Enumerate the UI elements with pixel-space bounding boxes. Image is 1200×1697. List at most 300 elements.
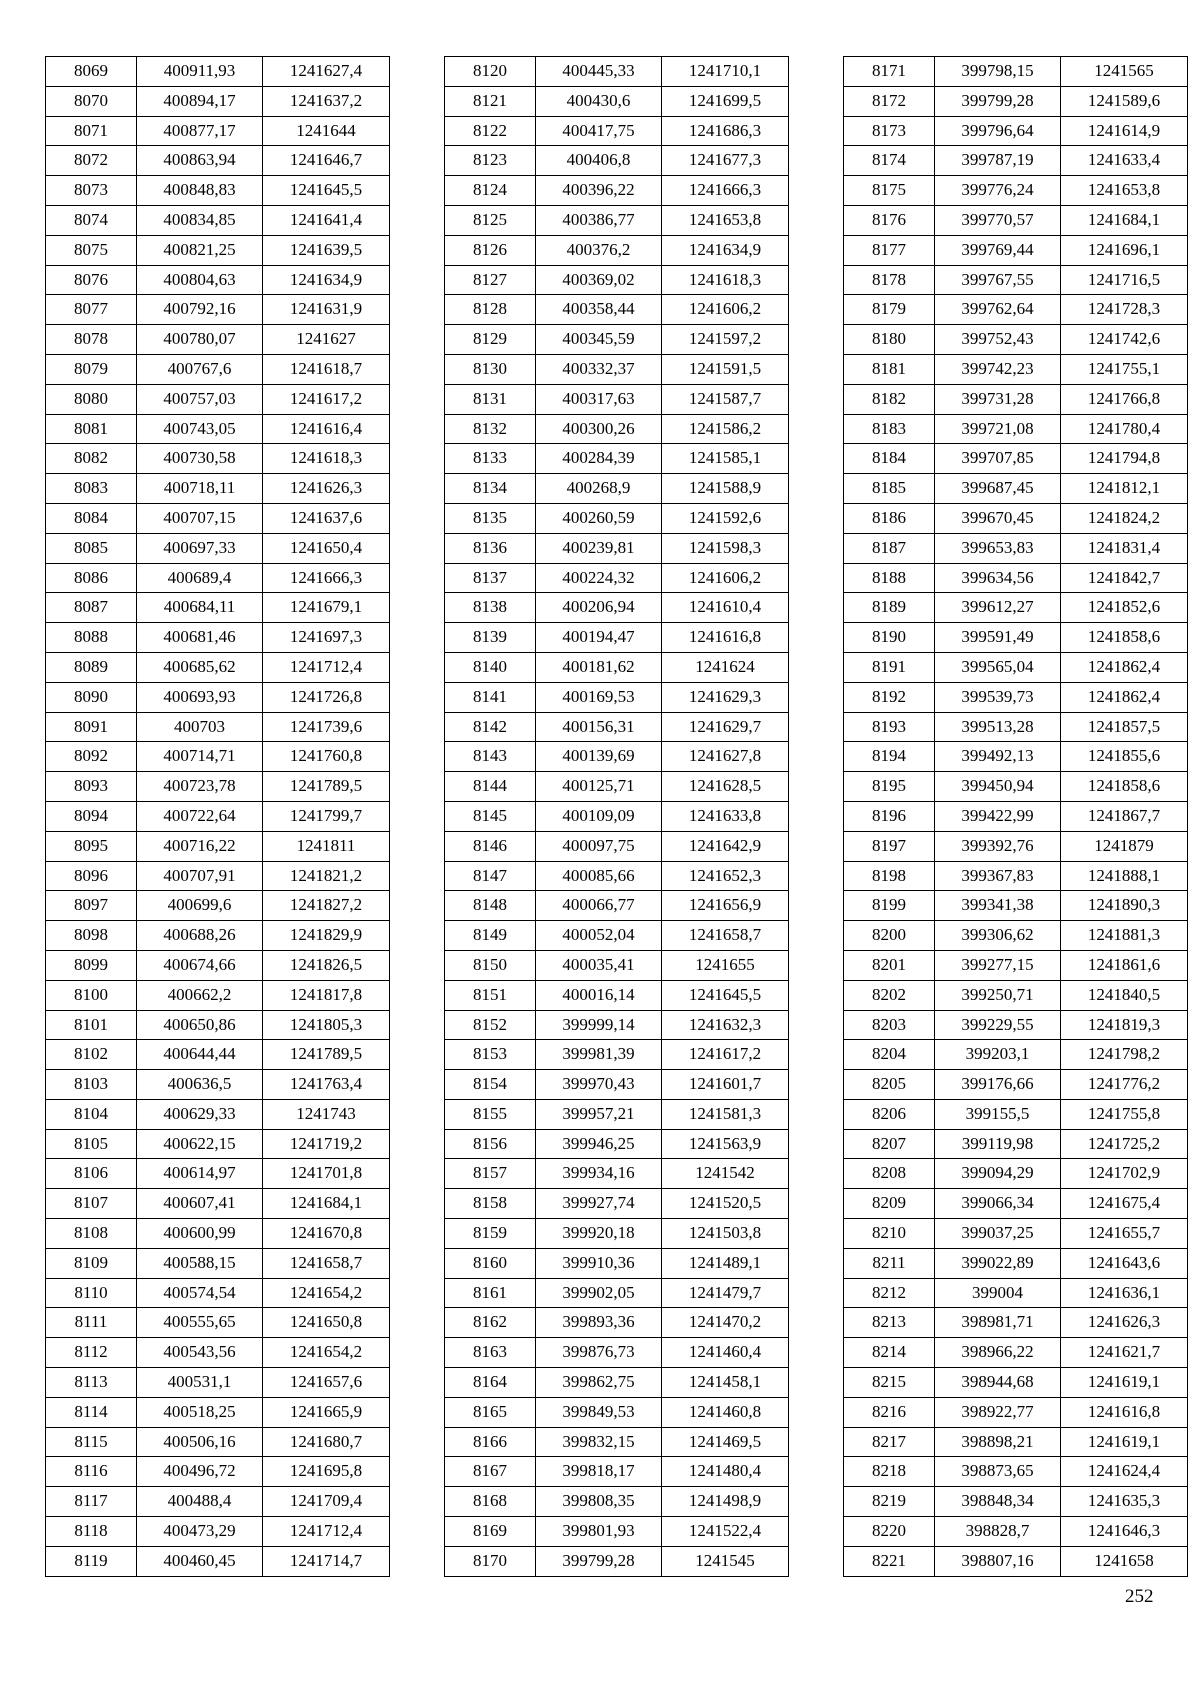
x-coordinate-cell: 399808,35 [536, 1487, 662, 1517]
x-coordinate-cell: 400260,59 [536, 503, 662, 533]
y-coordinate-cell: 1241862,4 [1061, 652, 1188, 682]
point-number-cell: 8217 [844, 1427, 935, 1457]
point-number-cell: 8167 [445, 1457, 536, 1487]
point-number-cell: 8122 [445, 116, 536, 146]
y-coordinate-cell: 1241565 [1061, 57, 1188, 87]
x-coordinate-cell: 398981,71 [935, 1308, 1061, 1338]
point-number-cell: 8150 [445, 950, 536, 980]
point-number-cell: 8180 [844, 325, 935, 355]
y-coordinate-cell: 1241657,6 [263, 1368, 390, 1398]
y-coordinate-cell: 1241626,3 [263, 474, 390, 504]
table-row [46, 831, 390, 861]
table-row [46, 980, 390, 1010]
y-coordinate-cell: 1241684,1 [1061, 205, 1188, 235]
point-number-cell: 8110 [46, 1278, 137, 1308]
y-coordinate-cell: 1241520,5 [662, 1189, 789, 1219]
x-coordinate-cell: 400674,66 [137, 950, 263, 980]
table-row [844, 1397, 1188, 1427]
table-row [445, 146, 789, 176]
point-number-cell: 8072 [46, 146, 137, 176]
y-coordinate-cell: 1241852,6 [1061, 593, 1188, 623]
point-number-cell: 8155 [445, 1099, 536, 1129]
x-coordinate-cell: 400697,33 [137, 533, 263, 563]
x-coordinate-cell: 400109,09 [536, 801, 662, 831]
y-coordinate-cell: 1241589,6 [1061, 86, 1188, 116]
point-number-cell: 8100 [46, 980, 137, 1010]
point-number-cell: 8171 [844, 57, 935, 87]
point-number-cell: 8216 [844, 1397, 935, 1427]
point-number-cell: 8127 [445, 265, 536, 295]
y-coordinate-cell: 1241587,7 [662, 384, 789, 414]
table-row [844, 623, 1188, 653]
point-number-cell: 8081 [46, 414, 137, 444]
x-coordinate-cell: 400284,39 [536, 444, 662, 474]
x-coordinate-cell: 400804,63 [137, 265, 263, 295]
point-number-cell: 8086 [46, 563, 137, 593]
table-row [844, 1070, 1188, 1100]
point-number-cell: 8154 [445, 1070, 536, 1100]
point-number-cell: 8168 [445, 1487, 536, 1517]
point-number-cell: 8113 [46, 1368, 137, 1398]
y-coordinate-cell: 1241726,8 [263, 682, 390, 712]
x-coordinate-cell: 400894,17 [137, 86, 263, 116]
table-row [844, 295, 1188, 325]
table-row [844, 1427, 1188, 1457]
point-number-cell: 8115 [46, 1427, 137, 1457]
x-coordinate-cell: 399155,5 [935, 1099, 1061, 1129]
table-row [46, 146, 390, 176]
x-coordinate-cell: 399981,39 [536, 1040, 662, 1070]
y-coordinate-cell: 1241652,3 [662, 861, 789, 891]
table-row [445, 86, 789, 116]
y-coordinate-cell: 1241811 [263, 831, 390, 861]
table-row [46, 354, 390, 384]
table-row [445, 682, 789, 712]
x-coordinate-cell: 400518,25 [137, 1397, 263, 1427]
y-coordinate-cell: 1241597,2 [662, 325, 789, 355]
point-number-cell: 8210 [844, 1219, 935, 1249]
x-coordinate-cell: 400911,93 [137, 57, 263, 87]
x-coordinate-cell: 399818,17 [536, 1457, 662, 1487]
point-number-cell: 8206 [844, 1099, 935, 1129]
y-coordinate-cell: 1241618,3 [263, 444, 390, 474]
point-number-cell: 8214 [844, 1338, 935, 1368]
point-number-cell: 8118 [46, 1517, 137, 1547]
x-coordinate-cell: 400445,33 [536, 57, 662, 87]
x-coordinate-cell: 400629,33 [137, 1099, 263, 1129]
y-coordinate-cell: 1241840,5 [1061, 980, 1188, 1010]
table-row [844, 533, 1188, 563]
y-coordinate-cell: 1241776,2 [1061, 1070, 1188, 1100]
x-coordinate-cell: 400716,22 [137, 831, 263, 861]
point-number-cell: 8191 [844, 652, 935, 682]
point-number-cell: 8187 [844, 533, 935, 563]
y-coordinate-cell: 1241888,1 [1061, 861, 1188, 891]
x-coordinate-cell: 400707,15 [137, 503, 263, 533]
x-coordinate-cell: 400703 [137, 712, 263, 742]
table-row [46, 652, 390, 682]
table-row [844, 1159, 1188, 1189]
table-row [844, 325, 1188, 355]
x-coordinate-cell: 400636,5 [137, 1070, 263, 1100]
table-row [445, 921, 789, 951]
table-row [844, 1517, 1188, 1547]
y-coordinate-cell: 1241712,4 [263, 1517, 390, 1547]
table-row [46, 265, 390, 295]
x-coordinate-cell: 399687,45 [935, 474, 1061, 504]
y-coordinate-cell: 1241789,5 [263, 772, 390, 802]
x-coordinate-cell: 400699,6 [137, 891, 263, 921]
y-coordinate-cell: 1241646,3 [1061, 1517, 1188, 1547]
x-coordinate-cell: 400206,94 [536, 593, 662, 623]
x-coordinate-cell: 400662,2 [137, 980, 263, 1010]
y-coordinate-cell: 1241635,3 [1061, 1487, 1188, 1517]
point-number-cell: 8116 [46, 1457, 137, 1487]
y-coordinate-cell: 1241469,5 [662, 1427, 789, 1457]
y-coordinate-cell: 1241617,2 [263, 384, 390, 414]
table-row [445, 474, 789, 504]
point-number-cell: 8220 [844, 1517, 935, 1547]
point-number-cell: 8202 [844, 980, 935, 1010]
x-coordinate-cell: 399862,75 [536, 1368, 662, 1398]
point-number-cell: 8099 [46, 950, 137, 980]
table-body [844, 57, 1188, 1577]
point-number-cell: 8121 [445, 86, 536, 116]
x-coordinate-cell: 398966,22 [935, 1338, 1061, 1368]
x-coordinate-cell: 400689,4 [137, 563, 263, 593]
point-number-cell: 8092 [46, 742, 137, 772]
table-row [844, 563, 1188, 593]
point-number-cell: 8080 [46, 384, 137, 414]
y-coordinate-cell: 1241627,8 [662, 742, 789, 772]
x-coordinate-cell: 400332,37 [536, 354, 662, 384]
table-row [46, 1487, 390, 1517]
y-coordinate-cell: 1241763,4 [263, 1070, 390, 1100]
x-coordinate-cell: 400345,59 [536, 325, 662, 355]
x-coordinate-cell: 399796,64 [935, 116, 1061, 146]
point-number-cell: 8130 [445, 354, 536, 384]
y-coordinate-cell: 1241858,6 [1061, 623, 1188, 653]
y-coordinate-cell: 1241862,4 [1061, 682, 1188, 712]
point-number-cell: 8218 [844, 1457, 935, 1487]
x-coordinate-cell: 400406,8 [536, 146, 662, 176]
y-coordinate-cell: 1241617,2 [662, 1040, 789, 1070]
x-coordinate-cell: 399277,15 [935, 950, 1061, 980]
x-coordinate-cell: 400369,02 [536, 265, 662, 295]
coordinate-table-2 [444, 56, 789, 1577]
table-row [46, 1397, 390, 1427]
table-row [445, 295, 789, 325]
point-number-cell: 8097 [46, 891, 137, 921]
point-number-cell: 8178 [844, 265, 935, 295]
x-coordinate-cell: 399920,18 [536, 1219, 662, 1249]
y-coordinate-cell: 1241655 [662, 950, 789, 980]
point-number-cell: 8108 [46, 1219, 137, 1249]
point-number-cell: 8124 [445, 176, 536, 206]
x-coordinate-cell: 400085,66 [536, 861, 662, 891]
x-coordinate-cell: 400473,29 [137, 1517, 263, 1547]
table-row [844, 891, 1188, 921]
table-row [46, 384, 390, 414]
point-number-cell: 8104 [46, 1099, 137, 1129]
point-number-cell: 8119 [46, 1546, 137, 1576]
x-coordinate-cell: 400317,63 [536, 384, 662, 414]
table-row [46, 1070, 390, 1100]
x-coordinate-cell: 399832,15 [536, 1427, 662, 1457]
table-row [46, 712, 390, 742]
table-row [844, 712, 1188, 742]
x-coordinate-cell: 399927,74 [536, 1189, 662, 1219]
table-row [844, 57, 1188, 87]
y-coordinate-cell: 1241696,1 [1061, 235, 1188, 265]
y-coordinate-cell: 1241812,1 [1061, 474, 1188, 504]
x-coordinate-cell: 400707,91 [137, 861, 263, 891]
x-coordinate-cell: 400224,32 [536, 563, 662, 593]
table-row [445, 801, 789, 831]
y-coordinate-cell: 1241479,7 [662, 1278, 789, 1308]
y-coordinate-cell: 1241642,9 [662, 831, 789, 861]
y-coordinate-cell: 1241629,3 [662, 682, 789, 712]
table-row [46, 1308, 390, 1338]
table-row [445, 1189, 789, 1219]
x-coordinate-cell: 400681,46 [137, 623, 263, 653]
table-row [46, 950, 390, 980]
y-coordinate-cell: 1241621,7 [1061, 1338, 1188, 1368]
y-coordinate-cell: 1241666,3 [662, 176, 789, 206]
x-coordinate-cell: 398848,34 [935, 1487, 1061, 1517]
y-coordinate-cell: 1241643,6 [1061, 1248, 1188, 1278]
point-number-cell: 8146 [445, 831, 536, 861]
point-number-cell: 8084 [46, 503, 137, 533]
point-number-cell: 8083 [46, 474, 137, 504]
point-number-cell: 8163 [445, 1338, 536, 1368]
x-coordinate-cell: 399341,38 [935, 891, 1061, 921]
point-number-cell: 8105 [46, 1129, 137, 1159]
y-coordinate-cell: 1241542 [662, 1159, 789, 1189]
x-coordinate-cell: 400358,44 [536, 295, 662, 325]
table-row [46, 1457, 390, 1487]
table-row [46, 1546, 390, 1576]
point-number-cell: 8211 [844, 1248, 935, 1278]
table-row [445, 1219, 789, 1249]
table-row [46, 503, 390, 533]
y-coordinate-cell: 1241480,4 [662, 1457, 789, 1487]
table-row [844, 801, 1188, 831]
point-number-cell: 8131 [445, 384, 536, 414]
table-row [46, 682, 390, 712]
x-coordinate-cell: 399094,29 [935, 1159, 1061, 1189]
x-coordinate-cell: 400792,16 [137, 295, 263, 325]
x-coordinate-cell: 399392,76 [935, 831, 1061, 861]
y-coordinate-cell: 1241632,3 [662, 1010, 789, 1040]
x-coordinate-cell: 399849,53 [536, 1397, 662, 1427]
table-row [445, 325, 789, 355]
point-number-cell: 8133 [445, 444, 536, 474]
y-coordinate-cell: 1241714,7 [263, 1546, 390, 1576]
point-number-cell: 8102 [46, 1040, 137, 1070]
x-coordinate-cell: 400863,94 [137, 146, 263, 176]
table-row [445, 1487, 789, 1517]
y-coordinate-cell: 1241588,9 [662, 474, 789, 504]
point-number-cell: 8090 [46, 682, 137, 712]
point-number-cell: 8089 [46, 652, 137, 682]
point-number-cell: 8088 [46, 623, 137, 653]
y-coordinate-cell: 1241805,3 [263, 1010, 390, 1040]
table-row [46, 891, 390, 921]
x-coordinate-cell: 399902,05 [536, 1278, 662, 1308]
table-row [445, 176, 789, 206]
table-row [844, 921, 1188, 951]
point-number-cell: 8078 [46, 325, 137, 355]
x-coordinate-cell: 400622,15 [137, 1129, 263, 1159]
x-coordinate-cell: 398898,21 [935, 1427, 1061, 1457]
table-row [844, 1129, 1188, 1159]
y-coordinate-cell: 1241606,2 [662, 563, 789, 593]
table-row [46, 563, 390, 593]
table-row [445, 1546, 789, 1576]
y-coordinate-cell: 1241728,3 [1061, 295, 1188, 325]
table-row [445, 742, 789, 772]
x-coordinate-cell: 400417,75 [536, 116, 662, 146]
y-coordinate-cell: 1241634,9 [662, 235, 789, 265]
point-number-cell: 8074 [46, 205, 137, 235]
y-coordinate-cell: 1241861,6 [1061, 950, 1188, 980]
x-coordinate-cell: 399203,1 [935, 1040, 1061, 1070]
point-number-cell: 8095 [46, 831, 137, 861]
x-coordinate-cell: 399176,66 [935, 1070, 1061, 1100]
point-number-cell: 8093 [46, 772, 137, 802]
x-coordinate-cell: 399769,44 [935, 235, 1061, 265]
x-coordinate-cell: 399799,28 [536, 1546, 662, 1576]
table-row [445, 205, 789, 235]
point-number-cell: 8159 [445, 1219, 536, 1249]
y-coordinate-cell: 1241658,7 [662, 921, 789, 951]
point-number-cell: 8156 [445, 1129, 536, 1159]
y-coordinate-cell: 1241653,8 [662, 205, 789, 235]
table-row [844, 950, 1188, 980]
y-coordinate-cell: 1241639,5 [263, 235, 390, 265]
y-coordinate-cell: 1241658 [1061, 1546, 1188, 1576]
point-number-cell: 8076 [46, 265, 137, 295]
point-number-cell: 8085 [46, 533, 137, 563]
table-row [844, 205, 1188, 235]
table-row [844, 1099, 1188, 1129]
point-number-cell: 8137 [445, 563, 536, 593]
y-coordinate-cell: 1241636,1 [1061, 1278, 1188, 1308]
point-number-cell: 8079 [46, 354, 137, 384]
y-coordinate-cell: 1241618,3 [662, 265, 789, 295]
table-row [844, 831, 1188, 861]
x-coordinate-cell: 400506,16 [137, 1427, 263, 1457]
table-row [844, 980, 1188, 1010]
y-coordinate-cell: 1241646,7 [263, 146, 390, 176]
y-coordinate-cell: 1241650,4 [263, 533, 390, 563]
x-coordinate-cell: 399066,34 [935, 1189, 1061, 1219]
page-number: 252 [1125, 1586, 1154, 1607]
table-row [844, 1278, 1188, 1308]
y-coordinate-cell: 1241780,4 [1061, 414, 1188, 444]
y-coordinate-cell: 1241489,1 [662, 1248, 789, 1278]
table-row [844, 235, 1188, 265]
table-row [445, 1457, 789, 1487]
table-row [445, 1397, 789, 1427]
x-coordinate-cell: 400644,44 [137, 1040, 263, 1070]
table-row [445, 1070, 789, 1100]
y-coordinate-cell: 1241616,8 [1061, 1397, 1188, 1427]
table-row [46, 1040, 390, 1070]
point-number-cell: 8158 [445, 1189, 536, 1219]
table-row [844, 354, 1188, 384]
point-number-cell: 8209 [844, 1189, 935, 1219]
x-coordinate-cell: 400268,9 [536, 474, 662, 504]
x-coordinate-cell: 400821,25 [137, 235, 263, 265]
x-coordinate-cell: 400555,65 [137, 1308, 263, 1338]
x-coordinate-cell: 399653,83 [935, 533, 1061, 563]
x-coordinate-cell: 400684,11 [137, 593, 263, 623]
point-number-cell: 8129 [445, 325, 536, 355]
point-number-cell: 8205 [844, 1070, 935, 1100]
table-row [445, 1278, 789, 1308]
point-number-cell: 8179 [844, 295, 935, 325]
point-number-cell: 8140 [445, 652, 536, 682]
table-row [445, 503, 789, 533]
point-number-cell: 8219 [844, 1487, 935, 1517]
table-row [46, 1278, 390, 1308]
y-coordinate-cell: 1241606,2 [662, 295, 789, 325]
table-row [46, 921, 390, 951]
point-number-cell: 8161 [445, 1278, 536, 1308]
x-coordinate-cell: 398922,77 [935, 1397, 1061, 1427]
y-coordinate-cell: 1241616,4 [263, 414, 390, 444]
point-number-cell: 8201 [844, 950, 935, 980]
point-number-cell: 8185 [844, 474, 935, 504]
point-number-cell: 8123 [445, 146, 536, 176]
x-coordinate-cell: 398873,65 [935, 1457, 1061, 1487]
table-row [46, 1248, 390, 1278]
x-coordinate-cell: 399707,85 [935, 444, 1061, 474]
x-coordinate-cell: 400718,11 [137, 474, 263, 504]
table-row [46, 742, 390, 772]
point-number-cell: 8138 [445, 593, 536, 623]
table-row [445, 652, 789, 682]
y-coordinate-cell: 1241842,7 [1061, 563, 1188, 593]
table-row [445, 980, 789, 1010]
point-number-cell: 8208 [844, 1159, 935, 1189]
point-number-cell: 8101 [46, 1010, 137, 1040]
point-number-cell: 8147 [445, 861, 536, 891]
x-coordinate-cell: 399539,73 [935, 682, 1061, 712]
y-coordinate-cell: 1241460,4 [662, 1338, 789, 1368]
y-coordinate-cell: 1241697,3 [263, 623, 390, 653]
x-coordinate-cell: 400386,77 [536, 205, 662, 235]
point-number-cell: 8203 [844, 1010, 935, 1040]
table-row [445, 1308, 789, 1338]
y-coordinate-cell: 1241855,6 [1061, 742, 1188, 772]
y-coordinate-cell: 1241610,4 [662, 593, 789, 623]
y-coordinate-cell: 1241645,5 [263, 176, 390, 206]
x-coordinate-cell: 400834,85 [137, 205, 263, 235]
table-row [445, 1338, 789, 1368]
y-coordinate-cell: 1241760,8 [263, 742, 390, 772]
table-row [445, 1040, 789, 1070]
point-number-cell: 8132 [445, 414, 536, 444]
y-coordinate-cell: 1241655,7 [1061, 1219, 1188, 1249]
table-row [445, 593, 789, 623]
y-coordinate-cell: 1241831,4 [1061, 533, 1188, 563]
y-coordinate-cell: 1241789,5 [263, 1040, 390, 1070]
table-row [46, 444, 390, 474]
x-coordinate-cell: 399634,56 [935, 563, 1061, 593]
